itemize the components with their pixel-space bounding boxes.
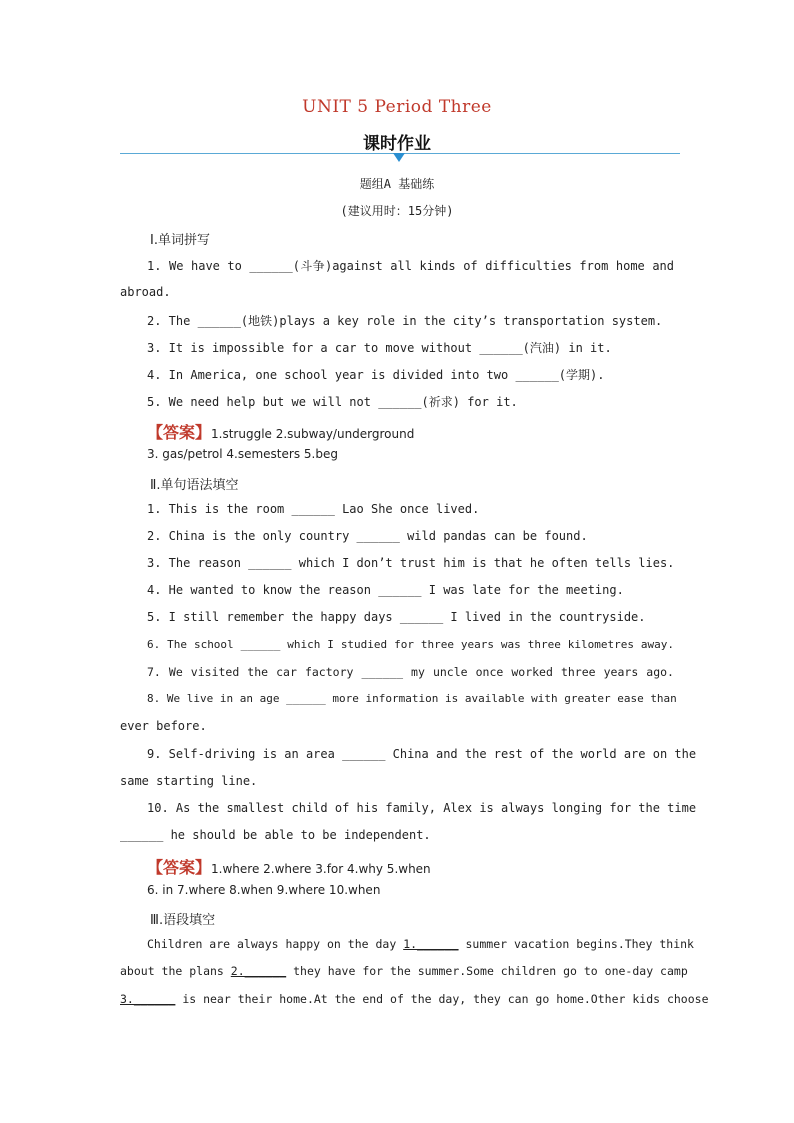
- s3-text: Children are always happy on the day: [147, 937, 404, 951]
- answer-text: 1.where 2.where 3.for 4.why 5.when: [211, 862, 431, 876]
- s2-question-8: 8. We live in an age ______ more information is available with greater ease than: [147, 692, 677, 705]
- answer-label: 【答案】: [147, 858, 212, 877]
- s2-question-8-cont: ever before.: [120, 719, 207, 733]
- s3-blank-2: 2.______: [230, 964, 287, 978]
- section-3-heading: Ⅲ.语段填空: [150, 913, 216, 928]
- suggested-time: (建议用时：15分钟): [340, 204, 454, 218]
- s1-question-3: 3. It is impossible for a car to move without ______(汽油) in it.: [147, 341, 612, 355]
- s2-answer-cont: 6. in 7.where 8.when 9.where 10.when: [147, 883, 381, 897]
- section-1-heading: Ⅰ.单词拼写: [150, 233, 210, 248]
- s2-question-10-cont: ______ he should be able to be independent.: [120, 828, 431, 842]
- s3-text: is near their home.At the end of the day, they can go home.Other kids choose: [175, 992, 709, 1006]
- page-subtitle: 课时作业: [363, 134, 431, 154]
- s1-question-1-cont: abroad.: [120, 285, 171, 299]
- s3-paragraph-line-2: [120, 964, 688, 978]
- s2-question-6: 6. The school ______ which I studied for three years was three kilometres away.: [147, 638, 674, 651]
- s2-question-1: 1. This is the room ______ Lao She once lived.: [147, 502, 480, 516]
- s2-question-9-cont: same starting line.: [120, 774, 258, 788]
- s2-question-7: 7. We visited the car factory ______ my uncle once worked three years ago.: [147, 665, 674, 679]
- answer-label: 【答案】: [147, 423, 212, 442]
- s3-text: they have for the summer.Some children go to one-day camp: [286, 964, 688, 978]
- s1-question-1: 1. We have to ______(斗争)against all kinds of difficulties from home and: [147, 259, 674, 273]
- s2-question-3: 3. The reason ______ which I don’t trust him is that he often tells lies.: [147, 556, 675, 570]
- group-label: 题组A 基础练: [359, 177, 435, 191]
- answer-text: 1.struggle 2.subway/underground: [211, 427, 415, 441]
- s3-blank-3: 3.______: [120, 992, 176, 1006]
- section-2-heading: Ⅱ.单句语法填空: [150, 478, 239, 493]
- s3-text: about the plans: [120, 964, 231, 978]
- s1-question-4: 4. In America, one school year is divided into two ______(学期).: [147, 368, 605, 382]
- s1-answer-cont: 3. gas/petrol 4.semesters 5.beg: [147, 447, 338, 461]
- s1-question-5: 5. We need help but we will not ______(祈求) for it.: [147, 395, 518, 409]
- s2-answer: [147, 855, 431, 878]
- s2-question-2: 2. China is the only country ______ wild pandas can be found.: [147, 529, 588, 543]
- s1-answer: [147, 420, 414, 443]
- s3-paragraph-line-1: [147, 937, 694, 951]
- s3-blank-1: 1.______: [403, 937, 459, 951]
- s2-question-5: 5. I still remember the happy days ______ I lived in the countryside.: [147, 610, 646, 624]
- s2-question-4: 4. He wanted to know the reason ______ I was late for the meeting.: [147, 583, 624, 597]
- s2-question-10: 10. As the smallest child of his family, Alex is always longing for the time: [147, 801, 697, 815]
- s2-question-9: 9. Self-driving is an area ______ China and the rest of the world are on the: [147, 747, 697, 761]
- s3-paragraph-line-3: [120, 992, 709, 1006]
- s3-text: summer vacation begins.They think: [458, 937, 694, 951]
- page-title: UNIT 5 Period Three: [302, 97, 492, 117]
- divider-triangle-icon: [393, 153, 405, 162]
- s1-question-2: 2. The ______(地铁)plays a key role in the city’s transportation system.: [147, 314, 663, 328]
